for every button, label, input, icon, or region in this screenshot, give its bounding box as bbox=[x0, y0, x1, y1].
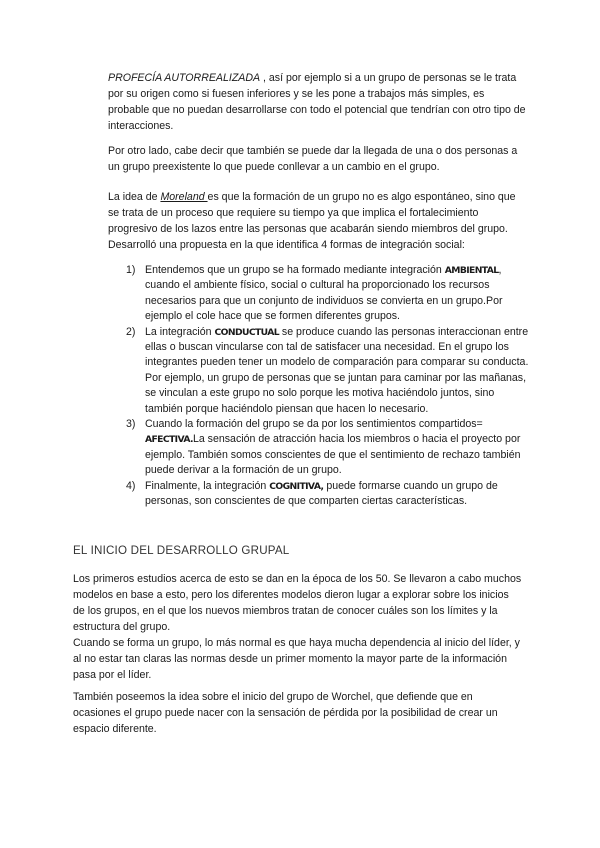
studies-block bbox=[73, 571, 523, 683]
list-text-before: Finalmente, la integración bbox=[145, 479, 270, 492]
list-item bbox=[126, 263, 530, 325]
list-text-after: La sensación de atracción hacia los miembros o hacia el proyecto por ejemplo. También somos conscientes de que el sentimiento de rechazo también puede derivar a la formación de un grupo. bbox=[145, 433, 521, 477]
list-keyword: AFECTIVA. bbox=[145, 434, 193, 446]
worchel-paragraph: También poseemos la idea sobre el inicio del grupo de Worchel, que defiende que en ocasiones el grupo puede nacer con la sensación de pérdida por la posibilidad de crear un espacio diferente. bbox=[73, 691, 498, 735]
integration-list bbox=[126, 263, 530, 510]
list-keyword: AMBIENTAL bbox=[444, 265, 499, 276]
section-heading: EL INICIO DEL DESARROLLO GRUPAL bbox=[73, 544, 290, 557]
list-number: 2) bbox=[126, 325, 136, 338]
list-number: 3) bbox=[126, 418, 136, 431]
new-members-paragraph: Por otro lado, cabe decir que también se puede dar la llegada de una o dos personas a un grupo preexistente lo que puede conllevar a un cambio en el grupo. bbox=[108, 145, 518, 173]
moreland-name: Moreland bbox=[160, 191, 208, 203]
moreland-before: La idea de bbox=[108, 191, 161, 203]
moreland-paragraph bbox=[108, 189, 528, 253]
list-text-before: Entendemos que un grupo se ha formado mediante integración bbox=[145, 264, 445, 276]
list-number: 1) bbox=[126, 264, 136, 276]
first-studies-paragraph: Los primeros estudios acerca de esto se dan en la época de los 50. Se llevaron a cabo muchos modelos en base a esto, pero los diferentes modelos dieron lugar a explorar sobre los inicios de los grupos, en el que los nuevos miembros tratan de conocer cuáles son los límites y la estructura del grupo. bbox=[73, 573, 522, 633]
list-item bbox=[126, 325, 530, 417]
intro-paragraph bbox=[108, 70, 528, 134]
list-text-after: se produce cuando las personas interaccionan entre ellas o buscan vincularse con tal de satisfacer una necesidad. En el grupo los integrantes pueden tener un modelo de comparación para comparar su conducta. Por ejemplo, un grupo de personas que se juntan para caminar por las mañanas, se vinculan a este grupo no solo porque les motiva haciéndolo juntos, sino también porque haciéndolo piensan que hacen lo necesario. bbox=[145, 325, 529, 415]
leader-paragraph: Cuando se forma un grupo, lo más normal es que haya mucha dependencia al inicio del líder, y al no estar tan claras las normas desde un primer momento la mayor parte de la información pasa por el líder. bbox=[73, 637, 520, 681]
list-text-before: Cuando la formación del grupo se da por los sentimientos compartidos= bbox=[145, 418, 483, 431]
list-item bbox=[126, 479, 530, 510]
list-number: 4) bbox=[126, 479, 136, 492]
list-text-after: puede formarse cuando un grupo de personas, son conscientes de que comparten ciertas características. bbox=[145, 479, 498, 508]
list-text-before: La integración bbox=[145, 325, 215, 338]
moreland-after: es que la formación de un grupo no es algo espontáneo, sino que se trata de un proceso que requiere su tiempo ya que implica el fortalecimiento progresivo de los lazos entre las personas que acabarán siendo miembros del grupo. Desarrolló una propuesta en la que identifica 4 formas de integración social: bbox=[108, 191, 516, 251]
list-keyword: COGNITIVA, bbox=[269, 480, 324, 492]
intro-text: , así por ejemplo si a un grupo de personas se le trata por su origen como si fuesen inferiores y se les pone a trabajos más simples, es probable que no puedan desarrollarse con todo el potencial que tendrían con otro tipo de interacciones. bbox=[108, 72, 526, 132]
list-item bbox=[126, 417, 530, 479]
self-fulfilling-prophecy-term: PROFECÍA AUTORREALIZADA bbox=[108, 72, 261, 84]
list-text-after: , cuando el ambiente físico, social o cultural ha proporcionado los recursos necesarios para que un conjunto de individuos se convierta en un grupo.Por ejemplo el cole hace que se formen diferentes grupos. bbox=[145, 264, 503, 323]
list-keyword: CONDUCTUAL bbox=[214, 326, 279, 338]
